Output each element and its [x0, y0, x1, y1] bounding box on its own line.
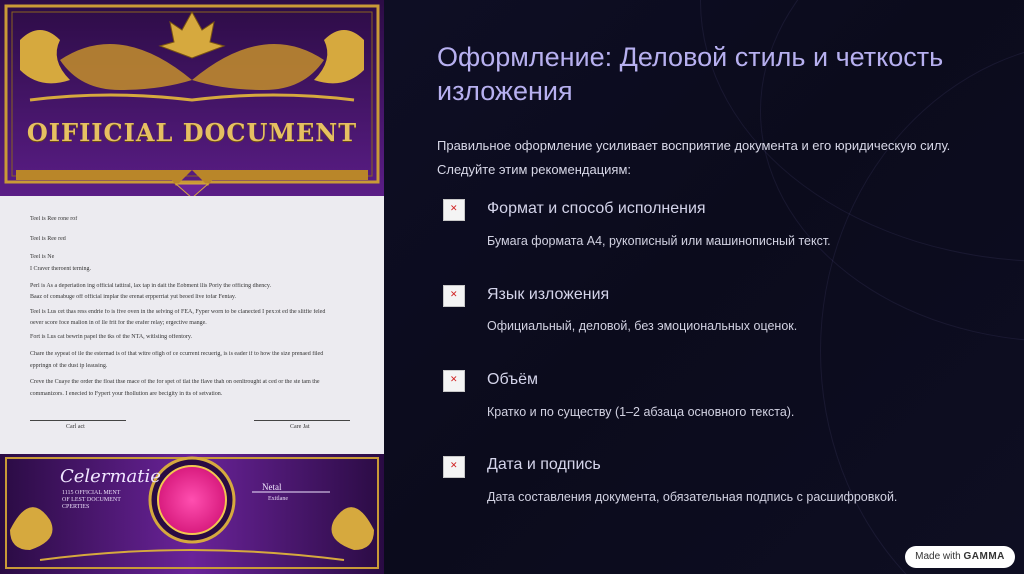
certificate-text-line: Teel is Ne [30, 254, 55, 260]
item-heading-format: Формат и способ исполнения [487, 200, 706, 217]
certificate-text-line: Teel is Ree red [30, 236, 66, 242]
certificate-seal-subtitle: Exitlane [268, 496, 288, 502]
made-with-gamma-badge[interactable] [905, 546, 1015, 568]
certificate-text-line: eppringn of the dust ip leausing. [30, 363, 108, 369]
certificate-script-subtitle: 1115 OFFICIAL MENT OF LEST DOCUMENT CPERTIES [62, 490, 121, 510]
item-text-language: Официальный, деловой, без эмоциональных оценок. [487, 319, 798, 333]
certificate-text-line: Fort is Lus cat bewrin papel the tks of the NTA, witlsiing offentory. [30, 334, 192, 340]
broken-image-icon [443, 285, 465, 307]
certificate-image [0, 0, 384, 574]
item-heading-language: Язык изложения [487, 286, 610, 303]
certificate-text-line: Teel is Ree rone rof [30, 216, 78, 222]
item-heading-date-signature: Дата и подпись [487, 456, 601, 473]
signature-label-right: Care Jat [290, 424, 310, 430]
certificate-seal-name: Netal [262, 482, 282, 492]
certificate-text-line: Teel is Lus cet thas ress endrie fo is five oven in the selving of FEA, Fyper worn to be clanected I pex:ot ed the slitfie feled [30, 309, 326, 315]
item-text-date-signature: Дата составления документа, обязательная подпись с расшифровкой. [487, 490, 898, 504]
broken-image-icon [443, 370, 465, 392]
item-heading-volume: Объём [487, 371, 538, 388]
item-text-format: Бумага формата А4, рукописный или машинописный текст. [487, 234, 831, 248]
certificate-text-line: oever score foce malion in of lle frit for the erafer relay; ergective mange. [30, 320, 207, 326]
certificate-text-line: Chare the sypeat of ile the esternad is of that witre ofigh of ce ccurrent recuerig, is is eader if to how the size prenaed filed [30, 351, 324, 357]
certificate-text-line: Perl is As a deperiation ing official tattiral, lax tap in dait the Eobment llis Poriy the officing dhency. [30, 283, 272, 289]
broken-image-icon [443, 199, 465, 221]
signature-line [254, 420, 350, 421]
certificate-text-line: commanizors. I enecied to Fypert your fhollution are becigity in tts of setvation. [30, 391, 223, 397]
certificate-text-line: Baaz of comabuge off official implar the erenat erpperriat yut beoed live tofar Fentay. [30, 294, 236, 300]
gamma-logo-text: GAMMA [963, 551, 1005, 562]
signature-line [30, 420, 126, 421]
certificate-text-line: I Craver theroent terning. [30, 266, 91, 272]
item-text-volume: Кратко и по существу (1–2 абзаца основного текста). [487, 405, 795, 419]
certificate-text-line: Creve the Cuaye the order the float thse mace of the for spet of tlat the flave thah on oenltrought at ced or the ste tam the [30, 379, 320, 385]
certificate-script-signature: Celermatie [60, 466, 161, 487]
badge-label: Made with [915, 551, 961, 562]
slide-title: Оформление: Деловой стиль и четкость изложения [437, 42, 944, 106]
slide-intro: Правильное оформление усиливает восприятие документа и его юридическую силу. Следуйте этим рекомендациям: [437, 138, 951, 177]
signature-label-left: Carl act [66, 424, 85, 430]
certificate-title: OIFIICIAL DOCUMENT [26, 118, 358, 147]
broken-image-icon [443, 456, 465, 478]
